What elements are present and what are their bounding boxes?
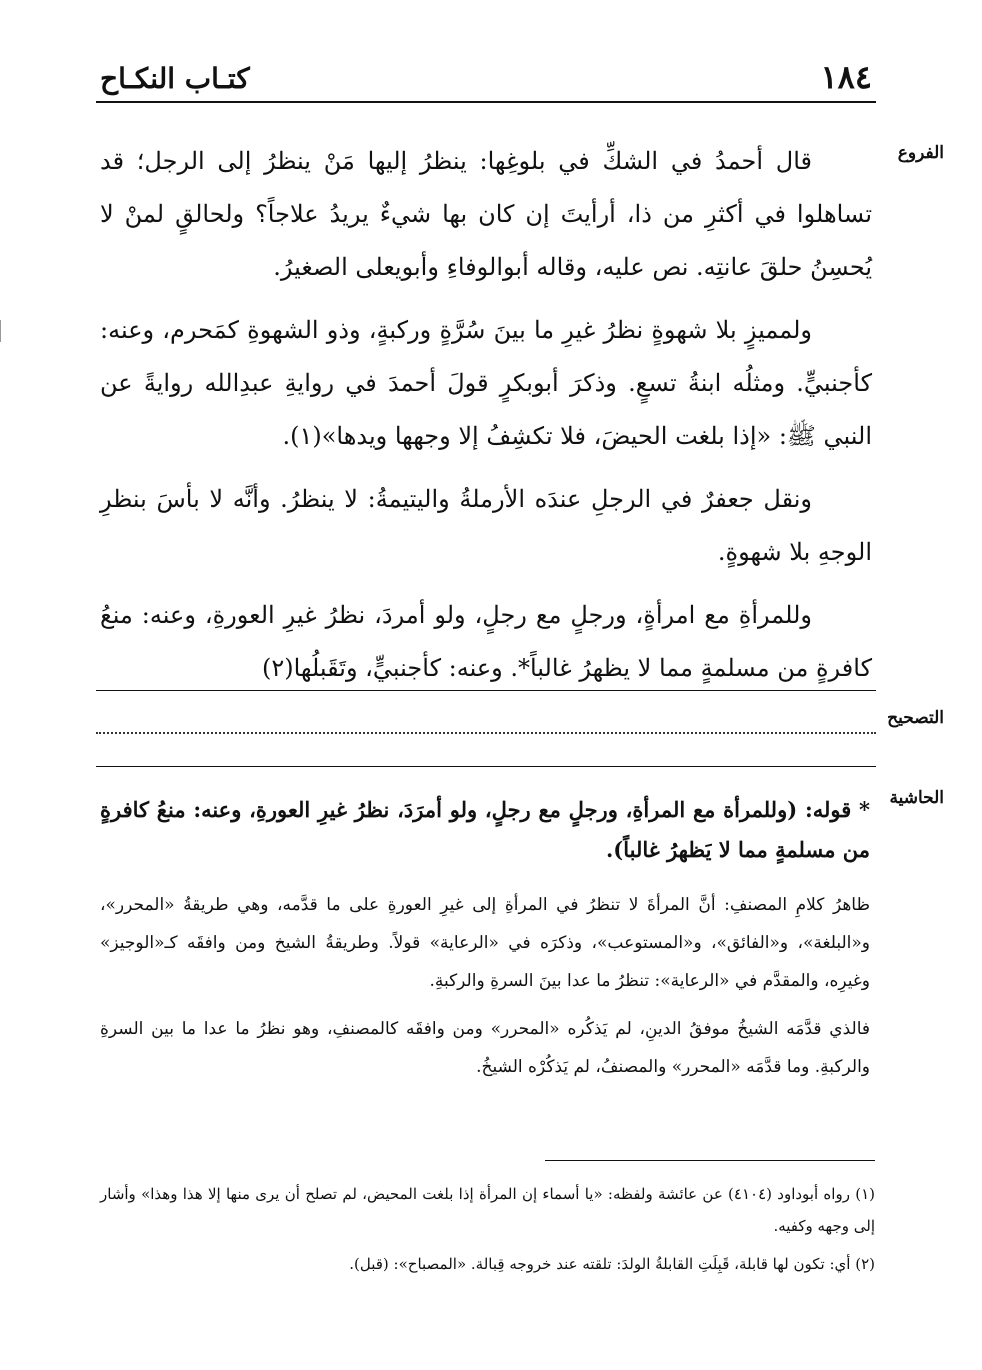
footnote: (١) رواه أبوداود (٤١٠٤) عن عائشة ولفظه: «يا أسماء إن المرأة إذا بلغت المحيض، لم تصلح أن يرى منها إلا هذا وهذا» وأشار إلى وجهه وكفيه. [100,1185,875,1235]
hashiya-comment: فالذي قدَّمَه الشيخُ موفقُ الدينِ، لم يَذكُره «المحرر» ومن وافقَه كالمصنفِ، وهو نظرُ ما عدا ما بين السرةِ والركبةِ. وما قدَّمَه «المحرر» والمصنفُ، لم يَذكُرْه الشيخُ. [100,1019,870,1077]
main-text [100,135,872,705]
main-paragraph: وللمرأةِ مع امرأةٍ، ورجلٍ مع رجلٍ، ولو أمردَ، نظرُ غيرِ العورةِ، وعنه: منعُ كافرةٍ من مسلمةٍ مما لا يظهرُ غالباً*. وعنه: كأجنبيٍّ، وتَقَبلُها(٢) [100,601,872,682]
label-furu: الفروع [897,143,944,163]
footnotes [100,1178,875,1286]
label-tashih: التصحيح [887,708,944,728]
page-header [100,58,872,98]
label-hashiya: الحاشية [889,788,944,808]
page-number: ١٨٤ [820,58,872,96]
hashiya-text [100,790,870,1096]
main-paragraph: قال أحمدُ في الشكِّ في بلوغِها: ينظرُ إليها مَنْ ينظرُ إلى الرجل؛ قد تساهلوا في أكثرِ من ذا، أرأيتَ إن كان بها شيءٌ يريدُ علاجاً؟ ولحالقٍ لمنْ لا يُحسِنُ حلقَ عانتِه. نص عليه، وقاله أبوالوفاءِ وأبويعلى الصغيرُ. [100,147,872,281]
footnote: (٢) أي: تكون لها قابلة، قَبِلَتِ القابلةُ الولدَ: تلقته عند خروجه قِبالة. «المصباح»: (قبل). [349,1255,875,1273]
main-paragraph: ولمميزٍ بلا شهوةٍ نظرُ غيرِ ما بينَ سُرَّةٍ وركبةٍ، وذو الشهوةِ كمَحرم، وعنه: كأجنبيٍّ. ومثلُه ابنةُ تسعٍ. وذكرَ أبوبكرٍ قولَ أحمدَ في روايةِ عبدِالله روايةً عن النبي ﷺ: «إذا بلغت الحيضَ، فلا تكشِفُ إلا وجهها ويدها»(١). [100,316,872,450]
footnote-rule [545,1160,875,1161]
running-title: كتـاب النكـاح [100,62,250,95]
hashiya-quote: * قوله: (وللمرأة مع المرأةِ، ورجلٍ مع رجلٍ، ولو أمرَدَ، نظرُ غيرِ العورةِ، وعنه: منعُ كافرةٍ من مسلمةٍ مما لا يَظهرُ غالباً). [100,797,870,862]
tashih-dotted-line [96,732,876,734]
hashiya-comment: ظاهرُ كلامِ المصنفِ: أنَّ المرأةَ لا تنظرُ في المرأةِ إلى غيرِ العورةِ على ما قدَّمه، وهي طريقةُ «المحرر»، و«البلغة»، و«الفائق»، و«المستوعب»، وذكرَه في «الرعاية» قولاً. وطريقةُ الشيخ ومن وافقَه كـ«الوجيز» وغيرِه، والمقدَّم في «الرعاية»: تنظرُ ما عدا بينَ السرةِ والركبةِ. [100,895,870,991]
section-rule [96,766,876,767]
main-paragraph: ونقل جعفرٌ في الرجلِ عندَه الأرملةُ واليتيمةُ: لا ينظرُ. وأنَّه لا بأسَ بنظرِ الوجهِ بلا شهوةٍ. [100,485,872,566]
header-rule [96,101,876,103]
scan-edge-mark [0,320,1,342]
section-rule [96,690,876,691]
